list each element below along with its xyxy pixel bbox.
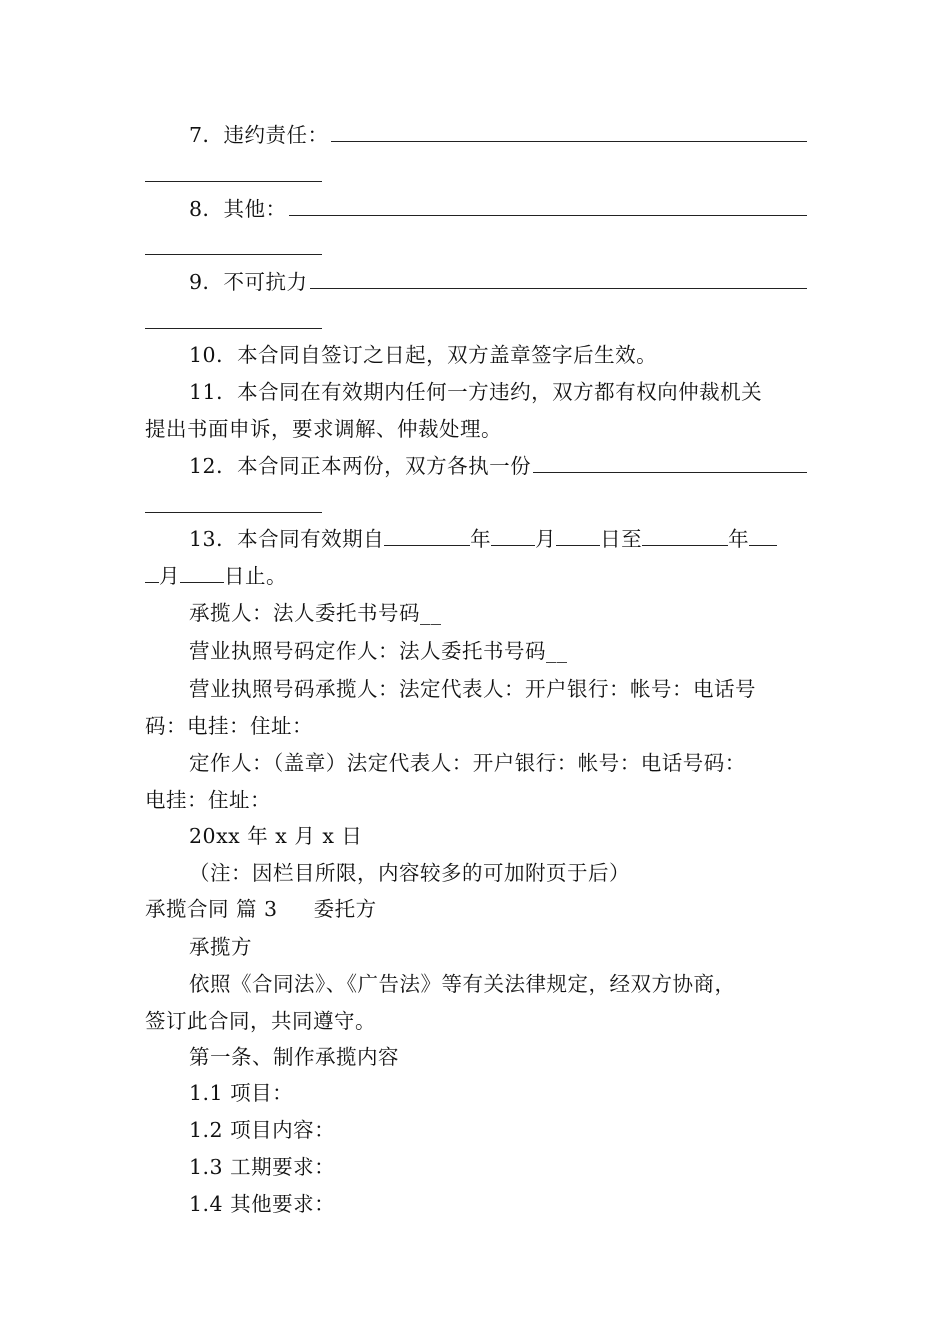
item-9-continuation-rule: [145, 328, 322, 329]
orderer-line-continued: 电挂：住址：: [145, 788, 271, 812]
item-1-4: 1.4 其他要求：: [189, 1192, 336, 1216]
item-9-fill-rule: [310, 264, 807, 289]
item-1-3: 1.3 工期要求：: [189, 1155, 336, 1179]
item-7-continuation-rule: [145, 181, 322, 182]
item-8-fill-rule: [289, 191, 807, 216]
end-month-blank-part-2: [145, 560, 159, 583]
start-day-blank: [556, 523, 600, 546]
item-8-continuation-rule: [145, 254, 322, 255]
item-11-line-1: 11．本合同在有效期内任何一方违约，双方都有权向仲裁机关: [189, 380, 763, 404]
license-line: 营业执照号码定作人：法人委托书号码__: [189, 639, 568, 663]
item-9-label: 9．不可抗力: [189, 270, 308, 294]
item-9: [145, 264, 807, 301]
start-month-blank: [491, 523, 535, 546]
date-line: 20xx 年 x 月 x 日: [189, 824, 363, 848]
item-1-1: 1.1 项目：: [189, 1081, 294, 1105]
end-day-label: 日: [224, 564, 245, 588]
item-13-prefix: 13．本合同有效期自: [189, 527, 385, 551]
item-7-label: 7．违约责任：: [189, 123, 329, 147]
end-label: 止。: [245, 564, 287, 588]
item-7: [145, 117, 807, 154]
intro-line-2: 签订此合同，共同遵守。: [145, 1009, 376, 1033]
section-3-heading: 承揽合同 篇 3: [145, 897, 278, 921]
end-month-label: 月: [159, 564, 180, 588]
start-day-label: 日: [600, 527, 622, 551]
party-b-label: 承揽方: [189, 935, 252, 959]
item-12-continuation-rule: [145, 512, 322, 513]
end-year-blank: [642, 523, 728, 546]
article-1-heading: 第一条、制作承揽内容: [189, 1045, 399, 1069]
start-year-blank: [384, 523, 470, 546]
section-3-heading-row: [145, 891, 807, 928]
start-year-label: 年: [470, 527, 492, 551]
end-month-blank-part-1: [749, 523, 777, 546]
license-line-2: 营业执照号码承揽人：法定代表人：开户银行：帐号：电话号: [189, 677, 756, 701]
orderer-line: 定作人：（盖章）法定代表人：开户银行：帐号：电话号码：: [189, 751, 746, 775]
party-a-label: 委托方: [313, 897, 377, 921]
item-1-2: 1.2 项目内容：: [189, 1118, 336, 1142]
item-8: [145, 191, 807, 228]
intro-line-1: 依照《合同法》、《广告法》等有关法律规定，经双方协商，: [189, 972, 736, 996]
item-10: 10．本合同自签订之日起，双方盖章签字后生效。: [189, 343, 658, 367]
license-line-2-continued: 码：电挂：住址：: [145, 714, 313, 738]
item-8-label: 8．其他：: [189, 197, 287, 221]
item-11-line-2: 提出书面申诉，要求调解、仲裁处理。: [145, 417, 502, 441]
item-12-fill-rule: [533, 448, 807, 473]
start-month-label: 月: [535, 527, 557, 551]
item-12: [145, 448, 807, 485]
item-13-line-2: [145, 558, 807, 595]
end-year-label: 年: [728, 527, 750, 551]
contractor-line: 承揽人：法人委托书号码__: [189, 601, 442, 625]
item-12-label: 12．本合同正本两份，双方各执一份: [189, 454, 532, 478]
end-day-blank: [180, 560, 224, 583]
to-label: 至: [621, 527, 643, 551]
item-7-fill-rule: [331, 117, 807, 142]
item-13-line-1: [145, 521, 807, 558]
note-line: （注：因栏目所限，内容较多的可加附页于后）: [189, 861, 630, 885]
